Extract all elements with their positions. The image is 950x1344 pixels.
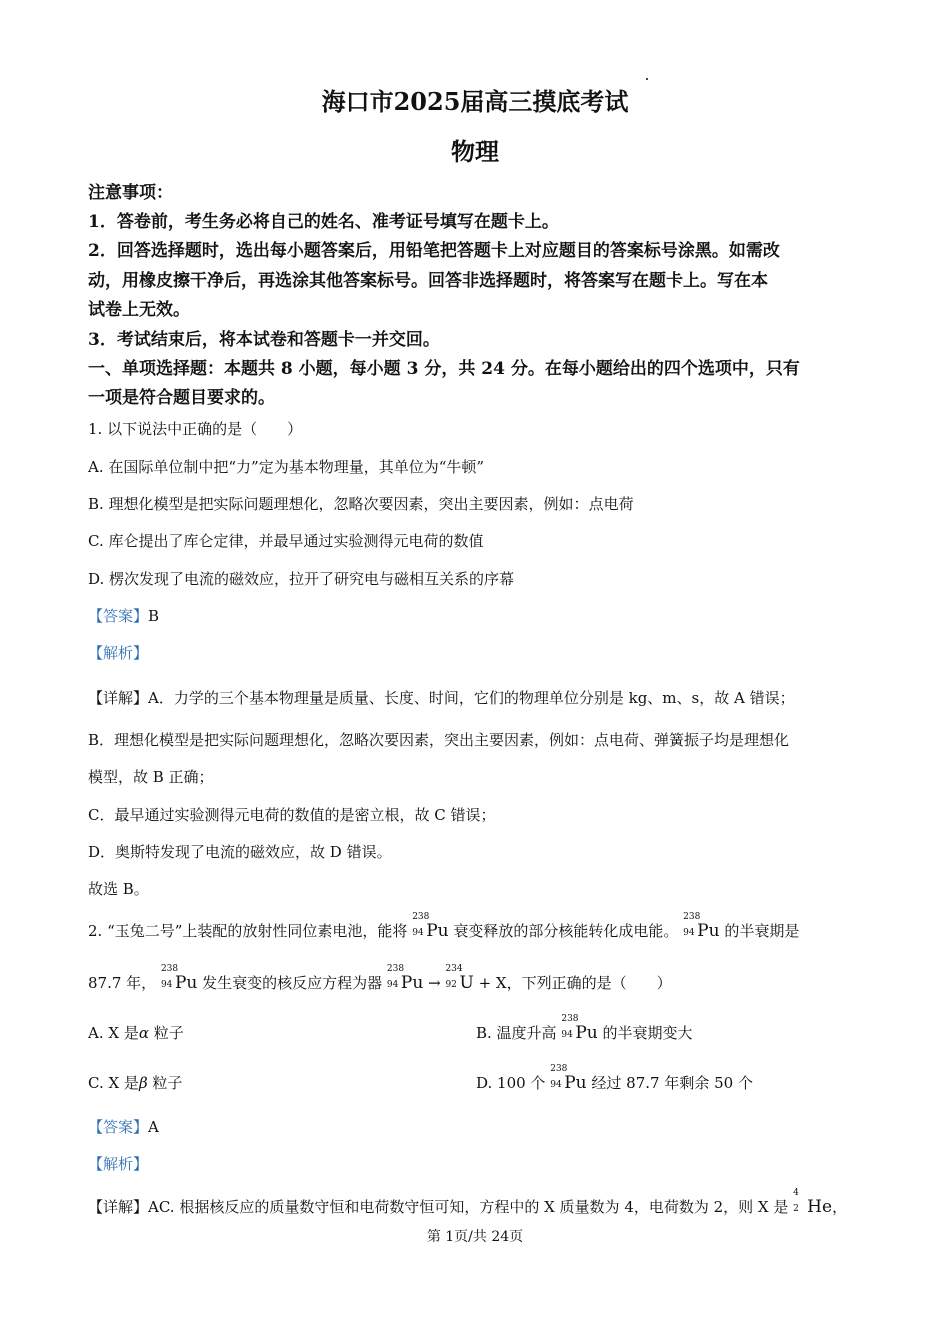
option-text: D. 100 个 [476,1074,546,1092]
answer-value: B [148,607,160,625]
option-text: A. X 是 [88,1024,139,1042]
mass-number: 234 [445,964,463,974]
page-footer: 第 1页/共 24页 [426,1229,524,1245]
element-symbol: U [459,973,474,993]
q1-detail-line: D．奥斯特发现了电流的磁效应，故 D 错误。 [88,843,392,861]
charge-number: 94 [561,1030,573,1040]
option-text: B. 温度升高 [476,1024,557,1042]
stem-text: 的半衰期是 [724,922,800,940]
element-symbol: Pu [697,921,720,941]
q1-stem: 1. 以下说法中正确的是（ ） [88,420,303,438]
answer-value: A [148,1118,159,1136]
stray-dot [646,78,648,80]
stem-text: 衰变释放的部分核能转化成电能。 [453,922,679,940]
notice-item: 动，用橡皮擦干净后，再选涂其他答案标号。回答非选择题时，将答案写在题卡上。写在本 [88,271,768,291]
detail-line: A．力学的三个基本物理量是质量、长度、时间，它们的物理单位分别是 kg、m、s，故 A 错误； [148,689,795,707]
alpha-symbol: α [138,1024,149,1042]
beta-symbol: β [138,1074,148,1092]
mass-number: 238 [550,1064,568,1074]
nuclide-pu [386,964,424,993]
q1-detail-line: B．理想化模型是把实际问题理想化，忽略次要因素，突出主要因素，例如：点电荷、弹簧振子均是理想化 [88,731,790,749]
option-text: 的半衰期变大 [602,1024,693,1042]
notice-item: 2．回答选择题时，选出每小题答案后，用铅笔把答题卡上对应题目的答案标号涂黑。如需改 [88,241,780,261]
stem-text: + X，下列正确的是（ ） [478,974,672,992]
element-symbol: Pu [575,1023,598,1043]
q1-detail-line: 故选 B。 [88,880,149,898]
q2-stem-line2 [88,964,868,993]
element-symbol: Pu [174,973,198,993]
notice-heading: 注意事项： [88,183,173,203]
element-symbol: Pu [426,921,449,941]
option-text: 粒子 [147,1074,183,1092]
q1-detail-line: C．最早通过实验测得元电荷的数值的是密立根，故 C 错误； [88,806,496,824]
stem-text: 2. “玉兔二号”上装配的放射性同位素电池，能将 [88,922,408,940]
arrow-icon: → [428,974,441,992]
exam-title: 海口市2025届高三摸底考试 [321,87,629,116]
section-heading-cont: 一项是符合题目要求的。 [88,388,275,408]
nuclide-he [793,1188,833,1217]
nuclide-pu [550,1064,587,1093]
q1-answer [88,605,868,626]
nuclide-pu [412,912,449,941]
q2-analysis-label: 【解析】 [88,1155,149,1173]
charge-number: 2 [793,1204,799,1214]
detail-punct: ， [832,1198,848,1216]
subject-title: 物理 [451,137,499,166]
charge-number: 94 [683,928,695,938]
charge-number: 94 [160,980,173,990]
section-heading: 一、单项选择题：本题共 8 小题，每小题 3 分，共 24 分。在每小题给出的四个选项中，只有 [88,359,800,379]
q1-option-b: B. 理想化模型是把实际问题理想化，忽略次要因素，突出主要因素，例如：点电荷 [88,495,634,513]
answer-label: 【答案】 [88,607,149,625]
q2-answer [88,1116,868,1137]
element-symbol: Pu [400,973,424,993]
q1-option-c: C. 库仑提出了库仑定律，并最早通过实验测得元电荷的数值 [88,532,484,550]
mass-number: 238 [160,964,179,974]
nuclide-u [445,964,474,993]
nuclide-pu [683,912,720,941]
stem-text: 87.7 年， [88,974,157,992]
q2-option-d [476,1064,753,1093]
charge-number: 92 [445,980,457,990]
element-symbol: Pu [564,1073,587,1093]
answer-label: 【答案】 [88,1118,149,1136]
detail-label: 【详解】 [88,689,149,707]
charge-number: 94 [412,928,424,938]
q2-option-b [476,1014,693,1043]
q2-stem-line1 [88,912,868,941]
stem-text: 发生衰变的核反应方程为器 [202,974,383,992]
detail-label: 【详解】 [88,1198,149,1216]
option-text: 粒子 [148,1024,184,1042]
element-symbol: He [807,1197,833,1217]
notice-item: 1．答卷前，考生务必将自己的姓名、准考证号填写在题卡上。 [88,212,559,232]
q1-analysis-label: 【解析】 [88,644,149,662]
detail-line: AC. 根据核反应的质量数守恒和电荷数守恒可知，方程中的 X 质量数为 4，电荷数为 2，则 X 是 [148,1198,789,1216]
q1-detail [88,687,868,708]
option-text: C. X 是 [88,1074,139,1092]
mass-number: 238 [561,1014,579,1024]
q2-detail [88,1188,868,1217]
nuclide-pu [561,1014,598,1043]
mass-number: 238 [386,964,405,974]
charge-number: 94 [550,1080,562,1090]
nuclide-pu [160,964,198,993]
mass-number: 238 [412,912,430,922]
notice-item: 3．考试结束后，将本试卷和答题卡一并交回。 [88,330,440,350]
option-text: 经过 87.7 年剩余 50 个 [591,1074,753,1092]
mass-number: 238 [683,912,701,922]
q1-option-a: A. 在国际单位制中把“力”定为基本物理量，其单位为“牛顿” [88,458,485,476]
mass-number: 4 [793,1188,799,1198]
q1-option-d: D. 楞次发现了电流的磁效应，拉开了研究电与磁相互关系的序幕 [88,570,515,588]
charge-number: 94 [386,980,399,990]
notice-item: 试卷上无效。 [88,300,190,320]
q1-detail-line: 模型，故 B 正确； [88,768,214,786]
